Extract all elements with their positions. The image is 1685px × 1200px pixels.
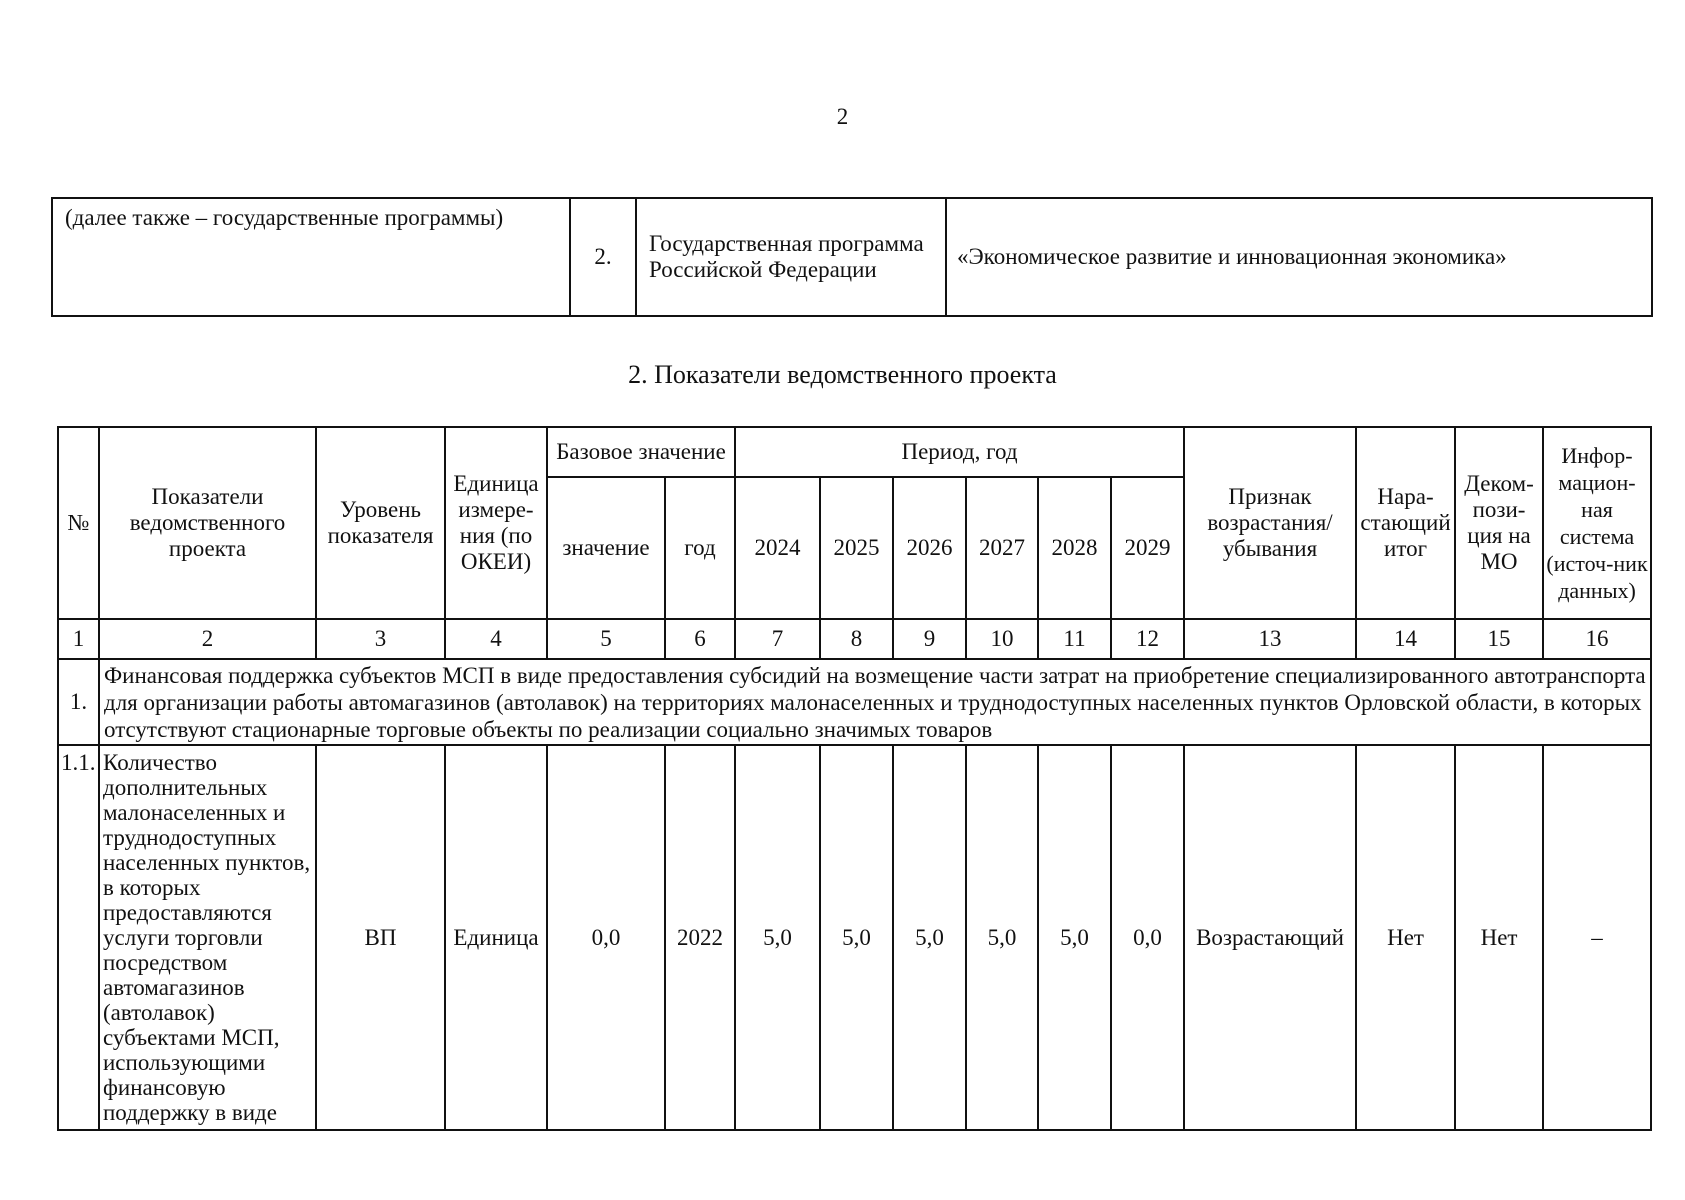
program-label: Государственная программа Российской Федерации <box>636 198 946 316</box>
row-unit: Единица <box>445 745 547 1130</box>
header-base-year-sub: год <box>665 477 735 619</box>
header-base-value-sub: значение <box>547 477 665 619</box>
row-base-value: 0,0 <box>547 745 665 1130</box>
header-cumulative: Нара-стающий итог <box>1356 427 1455 619</box>
column-numbers-row <box>58 619 1651 659</box>
row-year-value: 5,0 <box>966 745 1038 1130</box>
column-number: 15 <box>1455 619 1543 659</box>
table-row <box>58 745 1651 1130</box>
column-number: 10 <box>966 619 1038 659</box>
indicators-table <box>57 426 1652 1131</box>
column-number: 9 <box>893 619 966 659</box>
row-trend: Возрастающий <box>1184 745 1356 1130</box>
column-number: 8 <box>820 619 893 659</box>
column-number: 16 <box>1543 619 1651 659</box>
header-base-value: Базовое значение <box>547 427 735 477</box>
program-left-text: (далее также – государственные программы) <box>52 198 570 316</box>
header-trend: Признак возрастания/ убывания <box>1184 427 1356 619</box>
section-title: 2. Показатели ведомственного проекта <box>628 360 1057 389</box>
header-decomposition: Деком-пози-ция на МО <box>1455 427 1543 619</box>
program-value: «Экономическое развитие и инновационная экономика» <box>946 198 1652 316</box>
row-year-value: 5,0 <box>820 745 893 1130</box>
row-info-system: – <box>1543 745 1651 1130</box>
program-number: 2. <box>570 198 636 316</box>
header-info-system: Инфор-мацион-ная система (источ-ник данных) <box>1543 427 1651 619</box>
row-number: 1.1. <box>58 745 99 1130</box>
column-number: 5 <box>547 619 665 659</box>
header-year: 2025 <box>820 477 893 619</box>
row-level: ВП <box>316 745 445 1130</box>
row-year-value: 5,0 <box>735 745 820 1130</box>
header-num: № <box>58 427 99 619</box>
row-indicator: Количество дополнительных малонаселенных и труднодоступных населенных пунктов, в которых предоставляются услуги торговли посредством автомагазинов (автолавок) субъектами МСП, использующими финансовую поддержку в виде <box>99 745 316 1130</box>
row-year-value: 0,0 <box>1111 745 1184 1130</box>
header-level: Уровень показателя <box>316 427 445 619</box>
header-year: 2026 <box>893 477 966 619</box>
page-number: 2 <box>836 104 849 129</box>
section-text: Финансовая поддержка субъектов МСП в виде предоставления субсидий на возмещение части затрат на приобретение специализированного автотранспорта для организации работы автомагазинов (автолавок) на территориях малонаселенных и труднодоступных населенных пунктов Орловской области, в которых отсутствуют стационарные торговые объекты по реализации социально значимых товаров <box>99 659 1651 745</box>
column-number: 14 <box>1356 619 1455 659</box>
header-year: 2027 <box>966 477 1038 619</box>
row-decomposition: Нет <box>1455 745 1543 1130</box>
header-indicators: Показатели ведомственного проекта <box>99 427 316 619</box>
section-number: 1. <box>58 659 99 745</box>
header-unit: Единица измере-ния (по ОКЕИ) <box>445 427 547 619</box>
column-number: 3 <box>316 619 445 659</box>
row-year-value: 5,0 <box>1038 745 1111 1130</box>
section-row <box>58 659 1651 745</box>
program-info-table <box>51 197 1653 317</box>
column-number: 7 <box>735 619 820 659</box>
header-year: 2029 <box>1111 477 1184 619</box>
column-number: 6 <box>665 619 735 659</box>
header-row-1 <box>58 427 1651 477</box>
column-number: 2 <box>99 619 316 659</box>
column-number: 13 <box>1184 619 1356 659</box>
column-number: 12 <box>1111 619 1184 659</box>
row-year-value: 5,0 <box>893 745 966 1130</box>
row-cumulative: Нет <box>1356 745 1455 1130</box>
header-period: Период, год <box>735 427 1184 477</box>
column-number: 4 <box>445 619 547 659</box>
header-year: 2024 <box>735 477 820 619</box>
header-year: 2028 <box>1038 477 1111 619</box>
column-number: 1 <box>58 619 99 659</box>
row-base-year: 2022 <box>665 745 735 1130</box>
column-number: 11 <box>1038 619 1111 659</box>
